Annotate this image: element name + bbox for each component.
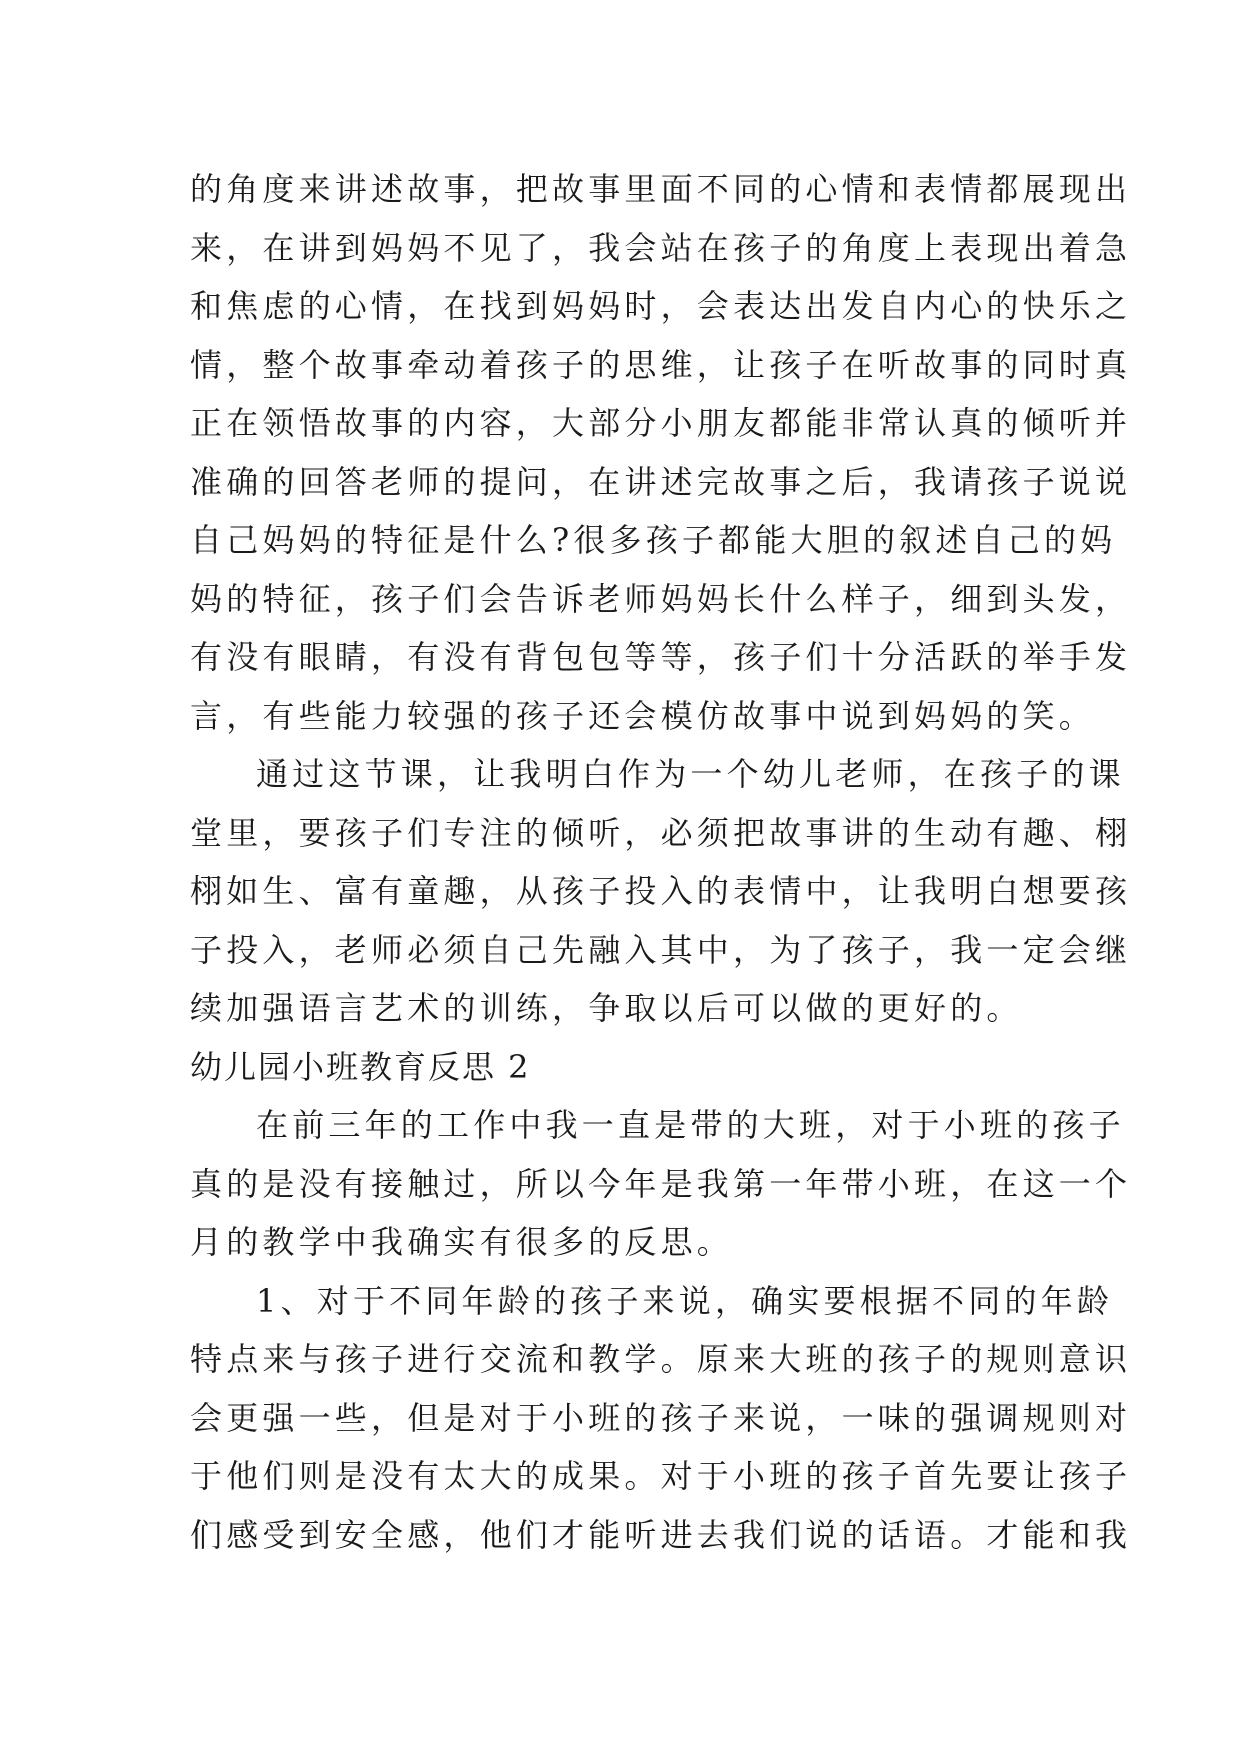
- text-line: 言，有些能力较强的孩子还会模仿故事中说到妈妈的笑。: [190, 696, 1096, 735]
- text-line: 妈的特征，孩子们会告诉老师妈妈长什么样子，细到头发，: [190, 579, 1132, 618]
- paragraph-first-line: 1、对于不同年龄的孩子来说，确实要根据不同的年龄: [256, 1281, 1114, 1320]
- text-line: 自己妈妈的特征是什么?很多孩子都能大胆的叙述自己的妈: [190, 521, 1117, 559]
- text-line: 来，在讲到妈妈不见了，我会站在孩子的角度上表现出着急: [190, 228, 1132, 267]
- text-line: 续加强语言艺术的训练，争取以后可以做的更好的。: [190, 989, 1023, 1027]
- text-line: 栩如生、富有童趣，从孩子投入的表情中，让我明白想要孩: [190, 872, 1132, 910]
- text-line: 堂里，要孩子们专注的倾听，必须把故事讲的生动有趣、栩: [190, 813, 1132, 852]
- text-line: 准确的回答老师的提问，在讲述完故事之后，我请孩子说说: [190, 462, 1132, 501]
- paragraph-first-line: 通过这节课，让我明白作为一个幼儿老师，在孩子的课: [256, 755, 1125, 793]
- text-line: 们感受到安全感，他们才能听进去我们说的话语。才能和我: [190, 1515, 1132, 1554]
- text-line: 月的教学中我确实有很多的反思。: [190, 1223, 734, 1261]
- section-heading: 幼儿园小班教育反思 2: [190, 1047, 531, 1086]
- text-line: 和焦虑的心情，在找到妈妈时，会表达出发自内心的快乐之: [190, 287, 1132, 325]
- text-line: 会更强一些，但是对于小班的孩子来说，一味的强调规则对: [190, 1398, 1132, 1437]
- paragraph-first-line: 在前三年的工作中我一直是带的大班，对于小班的孩子: [256, 1106, 1125, 1144]
- text-line: 有没有眼睛，有没有背包包等等，孩子们十分活跃的举手发: [190, 638, 1132, 676]
- text-line: 的角度来讲述故事，把故事里面不同的心情和表情都展现出: [190, 170, 1132, 208]
- text-line: 正在领悟故事的内容，大部分小朋友都能非常认真的倾听并: [190, 404, 1132, 442]
- text-line: 真的是没有接触过，所以今年是我第一年带小班，在这一个: [190, 1164, 1132, 1203]
- text-line: 子投入，老师必须自己先融入其中，为了孩子，我一定会继: [190, 930, 1132, 969]
- document-body: [190, 160, 1132, 1564]
- text-line: 特点来与孩子进行交流和教学。原来大班的孩子的规则意识: [190, 1340, 1132, 1378]
- text-line: 于他们则是没有太大的成果。对于小班的孩子首先要让孩子: [190, 1457, 1132, 1495]
- text-line: 情，整个故事牵动着孩子的思维，让孩子在听故事的同时真: [190, 345, 1132, 384]
